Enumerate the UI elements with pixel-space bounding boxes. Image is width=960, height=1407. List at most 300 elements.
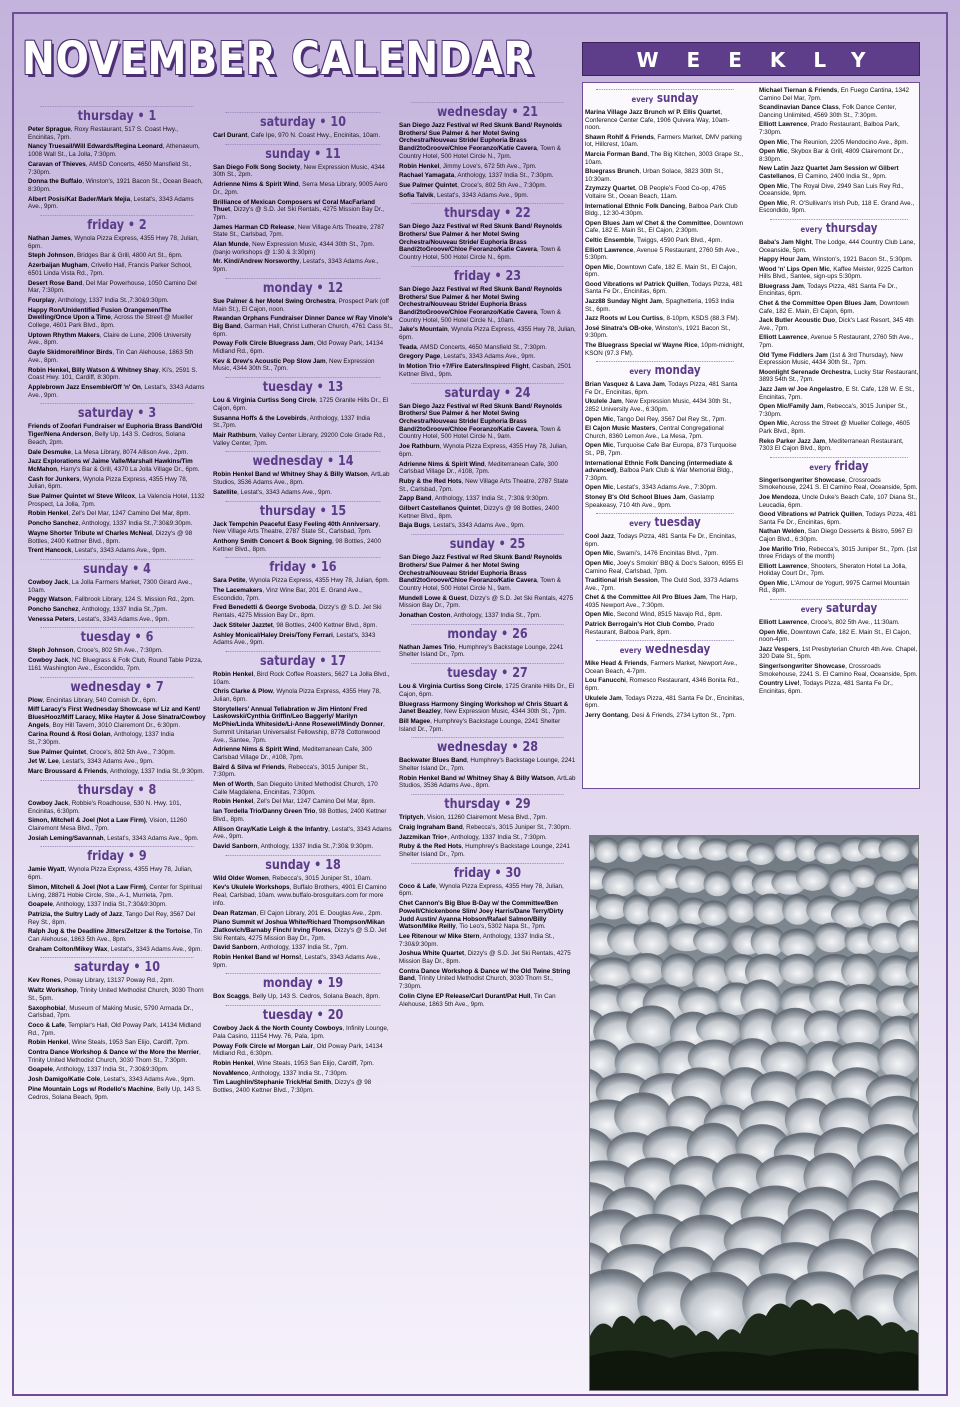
event-listing [28,332,206,347]
weekly-listing [759,148,919,163]
event-listing [28,510,206,518]
event-details: , Trinity United Methodist Church, 3030 Thorn St., 7:30pm. [399,975,553,991]
event-listing [28,458,206,473]
event-listing [28,1076,206,1084]
event-listing [213,432,393,447]
event-listing [399,192,576,200]
event-details: , New Village Arts Theatre, 2787 State St., Carlsbad, 7pm. [399,477,569,493]
weekly-section [759,457,919,595]
event-name: Happy Hour Jam [759,256,810,264]
event-name: Chet & the Committee All Pro Blues Jam [585,594,706,602]
event-details: , Harry's Bar & Grill, 4370 La Jolla Village Dr., 6pm. [57,465,200,473]
day-section [28,106,206,211]
event-listing [28,235,206,250]
weekly-heading-day: monday [654,363,701,378]
event-details: , Dizzy's @ 98 Bottles, 2400 Kettner Blvd., 7:30pm. [213,1079,372,1095]
weekly-listing [759,477,919,492]
event-listing [399,461,576,476]
calendar-column-2 [213,108,393,1095]
event-name: Josh Damigo/Katie Cole [28,1076,101,1084]
event-name: Lee Ritenour w/ Mike Stern [399,932,480,940]
event-details: , Croce's, 802 5th Ave., 7:30pm. [73,647,163,655]
event-name: Open Mic [585,550,614,558]
event-name: Stoney B's Old School Blues Jam [585,493,686,501]
weekly-heading-day: sunday [656,91,699,105]
event-details: , Lestat's, 3343 Adams Ave., 9pm. [58,758,154,766]
event-details: , Lestat's, 3343 Adams Ave., 9pm. [107,945,203,953]
event-name: Alan Munde [213,241,249,249]
event-details: , Town & Country Hotel, 500 Hotel Circle N., 9am. [399,425,561,441]
event-name: Jack Butler Acoustic Duo [759,317,836,325]
event-name: Jack Stiteler Jazztet [213,621,273,629]
event-details: , Shooters, Sheraton Hotel La Jolla, Holiday Court Dr., 7pm. [759,562,907,578]
weekly-listing [585,315,745,323]
weekly-listing [585,134,745,149]
event-name: Ukulele Jam [585,398,622,406]
weekly-heading [596,640,734,658]
day-heading: thursday • 22 [411,203,563,221]
weekly-listing [585,342,745,357]
event-name: Poway Folk Circle Bluegrass Jam [213,340,314,348]
event-name: In Motion Trio +7/Fire Eaters/Inspired Flight [399,363,529,371]
event-listing [213,224,393,239]
event-details: , Wynola Pizza Express, 4355 Hwy 78, Julian, 6pm. [28,866,193,882]
event-listing [213,632,393,647]
weekly-heading-prefix: every [631,95,654,104]
event-name: Robin Henkel [399,162,440,170]
weekly-listing [585,247,745,262]
event-details: , Tin Can Alehouse, 1863 5th Ave., 9pm. [399,992,556,1008]
event-details: (1st & 3rd Thursday), New Expression Music, 4434 30th St., 7pm. [759,351,903,367]
event-details: , Buffalo Brothers, 4901 El Camino Real, Carlsbad, 10am. www.buffalo-brosguitars.com for more info. [213,884,387,907]
event-details: , Desi & Friends, 2734 Lytton St., 7pm. [628,711,736,719]
day-section [28,559,206,624]
event-name: Open Mic [585,442,614,450]
event-name: Trent Hancock [28,547,72,555]
event-listing [399,757,576,772]
event-listing [28,817,206,832]
event-name: Brilliance of Mexican Composers w/ Coral MacFarland Thuet [213,198,376,214]
event-details: , Bridges Bar & Grill, 4800 Art St., 6pm. [73,252,183,260]
event-details: , Winston's, 1921 Bacon St., 5:30pm. [809,256,913,264]
event-details: , El Cajon Library, 201 E. Douglas Ave., 2pm. [256,909,383,917]
event-details: , The Harp, 4935 Newport Ave., 7:30pm. [585,594,738,609]
event-name: Cowboy Jack [28,657,69,665]
event-listing [28,946,206,954]
event-name: Lou & Virginia Curtiss Song Circle [213,397,316,405]
event-details: , Lestat's, 3343 Adams Ave., 9pm. [213,825,392,841]
event-listing [28,1066,206,1074]
event-details: , Anthology, 1337 India St., 7:30pm. [447,833,547,841]
event-name: Bluegrass Brunch [585,168,640,176]
event-listing [28,579,206,594]
weekly-listing [759,104,919,119]
event-details: , Old Poway Park, 14134 Midland Rd., 6:30pm. [213,1042,383,1058]
event-listing [399,505,576,520]
weekly-listing [759,511,919,526]
event-listing [213,944,393,952]
event-name: Carl Durant [213,132,248,139]
event-details: , Farmers Market, Newport Ave., Ocean Beach, 4-7pm. [585,660,738,675]
event-details: , R. O'Sullivan's Irish Pub, 118 E. Grand Ave., Escondido, 9pm. [759,199,915,215]
weekly-listing [759,438,919,453]
day-section [28,215,206,399]
event-details: , Lestat's, 3343 Adams Ave., 9pm. [213,954,381,969]
day-section [399,534,576,620]
event-name: Josiah Leming/Savannah [28,834,104,842]
event-listing [213,397,393,412]
event-listing [399,993,576,1008]
event-listing [399,172,576,180]
event-listing [213,706,393,745]
event-listing [28,1005,206,1020]
event-name: Elliott Lawrence [585,246,634,254]
event-details: , Todays Pizza, 481 Santa Fe Dr., Encinitas, 6pm. [585,533,737,548]
weekly-listing [759,183,919,198]
event-details: , Humphrey's Backstage Lounge, 2241 Shelter Island Dr., 7pm. [399,643,564,659]
event-name: Jack Tempchin Peaceful Easy Feeling 40th Anniversary [213,520,379,528]
event-name: Lou Fanucchi [585,677,626,685]
calendar-column-3 [399,98,576,1008]
weekly-listing [759,563,919,578]
event-listing [28,1086,206,1101]
event-name: Lou & Virginia Curtiss Song Circle [399,683,502,691]
event-listing [213,315,393,338]
event-details: , Del Mar Powerhouse, 1050 Camino Del Mar, 7:30pm. [28,279,197,295]
event-listing [28,768,206,776]
weekly-listing [585,695,745,710]
event-details: , Wynola Pizza Express, 4355 Hwy 78, Julian, 6pm. [245,577,390,585]
weekly-listing [585,185,745,200]
event-details: , Crivello Hall, Francis Parker School, 6501 Linda Vista Rd., 7pm. [28,262,192,277]
event-name: Robin Henkel, Billy Watson & Whitney Shay [28,366,159,374]
day-section [213,451,393,496]
event-name: Dean Ratzman [213,909,257,917]
event-listing [399,443,576,458]
event-listing [28,178,206,193]
event-listing [399,612,576,620]
event-listing [28,1049,206,1064]
cloud-puff [634,922,671,956]
event-details: , Anthology, 1337 India St.,7:30pm. [28,731,175,747]
event-name: Nancy Truesail/Will Edwards/Regina Leonard [28,143,163,151]
weekly-listing [759,256,919,264]
event-name: Donna the Buffalo [28,178,83,186]
event-listing [399,353,576,361]
weekly-listing [585,677,745,692]
event-name: Men of Worth [213,781,254,789]
event-name: Adrienne Nims & Spirit Wind [399,460,485,468]
day-section [399,863,576,1009]
event-name: Moonlight Serenade Orchestra [759,368,851,376]
event-details: , New Expression Music, 4344 30th St., 7pm. [440,708,567,716]
event-details: , Anthology, 1337 India St., 7pm. [450,612,541,620]
event-listing [399,595,576,610]
event-listing [28,161,206,176]
event-details: , Fallbrook Library, 124 S. Mission Rd., 2pm. [71,596,195,604]
day-section [28,957,206,1101]
day-heading: saturday • 3 [40,403,193,421]
event-details: , Lestat's, 3343 Adams Ave., 9pm. [28,195,194,211]
event-listing [213,358,393,373]
weekly-listing [759,239,919,254]
event-listing [28,731,206,746]
event-name: Jazz Jam w/ Joe Angelastro [759,386,843,393]
event-details: , Zel's Del Mar, 1247 Camino Del Mar, 8pm. [68,510,191,518]
event-name: International Ethnic Folk Dancing (intermediate & advanced) [585,459,733,475]
event-name: Sue Palmer Quintet [28,748,87,756]
event-listing [213,826,393,841]
event-details: , Dizzy's @ S.D. Jet Ski Rentals, 4275 Mission Bay Dr., 8pm. [399,950,571,966]
event-name: Open Mic [585,415,614,423]
event-listing [28,196,206,211]
event-name: Jazz Roots w/ Lou Curtiss [585,315,664,323]
day-section [399,203,576,262]
event-details: , Second Wind, 8515 Navajo Rd., 8pm. [613,611,723,619]
event-listing [28,606,206,614]
event-listing [399,883,576,898]
event-details: , Boy Hill Tavern, 3010 Clairemont Dr., 6:30pm. [49,721,181,729]
event-details: , Lestat's, 3343 Adams Ave., 9pm. [28,383,205,399]
event-name: Pine Mountain Logs w/ Rodello's Machine [28,1085,153,1093]
event-listing [213,1043,393,1058]
weekly-listing [759,546,919,561]
event-details: , Lestat's, 3343 Adams Ave., 9pm. [74,615,170,623]
weekly-section [585,640,745,719]
page-title: NOVEMBER CALENDAR [22,32,535,85]
event-name: David Sanborn [213,944,258,952]
event-name: Steph Johnson [28,647,74,655]
event-details: , Anthology, 1337 India St.,7pm. [78,606,168,614]
event-listing [399,495,576,503]
event-details: , E St. Cafe, 128 W. E St., Encinitas, 7pm. [759,386,915,401]
event-name: Zzymzzy Quartet [585,185,636,193]
weekly-listing [585,168,745,183]
event-listing [28,901,206,909]
day-section [213,855,393,970]
event-details: , Infinity Lounge, Pala Casino, 11154 Hwy. 76, Pala, 1pm. [213,1025,389,1040]
event-name: Shawn Rohlf & Friends [585,133,654,141]
event-details: , Summit Unitarian Universalist Fellowship, 8778 Cottonwood Ave., Santee, 7pm. [213,721,385,744]
event-name: The Bluegrass Special w/ Wayne Rice [585,342,698,350]
event-listing [213,538,393,553]
event-name: Sue Palmer Quintet w/ Steve Wilcox [28,493,136,501]
weekly-listing [759,494,919,509]
event-name: Steph Johnson [28,252,74,260]
event-name: Kev's Ukulele Workshops [213,884,290,892]
event-name: Robin Henkel [28,1039,69,1047]
event-name: Coco & Lafe [399,882,436,890]
event-details: , Avenue 5 Restaurant, 2760 5th Ave., 5:30pm. [585,246,740,262]
weekly-listing [759,200,919,215]
event-details: , Anthology, 1337 India St., 7:30& 9:30pm. [431,495,550,503]
weekly-banner: WEEKLY [582,42,920,76]
event-name: Caravan of Thieves [28,160,86,168]
event-name: Cowboy Jack [28,799,69,807]
weekly-listing [759,87,919,102]
event-name: Open Mic [585,484,614,492]
event-details: , Prado Restaurant, Balboa Park, 7:30pm. [759,121,900,136]
event-name: Robin Henkel [213,798,254,806]
weekly-listing [585,577,745,592]
weekly-listing [585,151,745,166]
event-name: International Ethnic Folk Dancing [585,202,686,210]
calendar-column-1 [28,102,206,1101]
event-name: Applebrown Jazz Ensemble/Off 'n' On [28,383,141,391]
event-details: , NC Bluegrass & Folk Club, Round Table Pizza, 1161 Washington Ave., Escondido, 7pm. [28,657,203,672]
event-details: , Todays Pizza, 481 Santa Fe Dr., Encinitas, 6pm. [585,694,745,710]
cloud-puff [675,865,709,892]
weekly-listing [585,550,745,558]
event-listing [28,252,206,260]
event-listing [399,843,576,858]
event-details: , Anthology, 1337 India St.,7:30& 9:30pm. [257,843,374,850]
event-name: Rwandan Orphans Fundraiser Dinner Dance w/ Ray Vinole's Big Band [213,315,393,330]
event-name: Elliott Lawrence [759,334,808,342]
event-name: Cool Jazz [585,533,615,541]
day-section [213,112,393,140]
event-details: , Winston's, 1921 Bacon St., 9:30pm. [585,324,731,340]
event-name: Elliott Lawrence [759,619,808,627]
day-section [213,1005,393,1095]
event-listing [28,384,206,399]
event-listing [28,697,206,705]
event-listing [28,367,206,382]
event-name: Brian Vasquez & Lava Jam [585,381,665,389]
cloud-puff [879,837,910,862]
event-name: Jazz88 Sunday Night Jam [585,298,662,306]
event-listing [28,297,206,305]
event-name: Good Vibrations w/ Patrick Quillen [585,280,689,288]
event-details: , Twiggs, 4590 Park Blvd., 4pm. [633,236,723,244]
event-name: Miff Laracy's First Wednesday Showcase w/ Liz and Kent/ BluesHooz/Miff Laracy, Mike Hayter & Jose Sinatra/Cowboy Angels [28,706,206,729]
event-name: San Diego Jazz Festival w/ Red Skunk Band/ Reynolds Brothers/ Sue Palmer & her Motel Swing Orchestra/Nouveau Stride/ Euphoria Brass Band/2toGroove/Chloe Feoranzo/Katie Cavera [399,223,563,254]
event-listing [28,928,206,943]
weekly-listing [759,369,919,384]
event-details: , Todays Pizza, 481 Santa Fe Dr., Encinitas, 6pm. [585,280,743,296]
event-listing [399,644,576,659]
weekly-listing [759,317,919,332]
event-name: Goapele [28,1066,53,1074]
weekly-listing [585,237,745,245]
event-details: , Garman Hall, Christ Lutheran Church, 4761 Cass St., 6pm. [213,322,393,338]
weekly-heading-prefix: every [800,224,823,234]
event-details: , Mediterranean Cafe, 300 Carlsbad Village Dr., #108, 7pm. [399,460,558,476]
event-name: Open Mic/Family Jam [759,403,824,411]
event-listing [399,683,576,698]
event-name: Mr. Kind/Andrew Norsworthy [213,258,300,266]
event-listing [213,471,393,486]
event-listing [213,132,393,140]
weekly-listing [759,403,919,418]
event-details: , Vision, 11260 Clairemont Mesa Blvd., 7pm. [423,814,548,822]
event-name: Elliott Lawrence [759,562,808,570]
event-details: , Todays Pizza, 481 Santa Fe Dr., Encinitas, 6pm. [759,282,898,298]
event-name: Simon, Mitchell & Joel (Not a Law Firm) [28,817,146,825]
weekly-listing [759,646,919,661]
weekly-heading-day: thursday [825,220,878,235]
event-name: David Sanborn [213,843,258,850]
event-listing [213,1079,393,1094]
event-listing [28,596,206,604]
event-name: The Lacemakers [213,587,263,595]
event-details: , 98 Bottles, 2400 Kettner Blvd., 8pm. [213,808,387,823]
event-name: Craig Ingraham Band [399,823,463,831]
event-name: Bill Magee [399,717,431,725]
event-name: Robin Henkel Band w/ Whitney Shay & Billy Watson [399,774,554,782]
event-listing [213,258,393,273]
event-name: San Diego Folk Song Society [213,163,301,171]
event-name: Country Live! [759,680,800,688]
event-details: , Belly Up, 143 S. Cedros, Solana Beach, 2pm. [28,431,186,446]
weekly-section [759,87,919,215]
event-details: , Dizzy's @ 98 Bottles, 2400 Kettner Blvd., 8pm. [399,505,559,520]
event-name: Singer/songwriter Showcase [759,476,846,484]
event-name: Gilbert Castellanos Quintet [399,505,481,513]
event-listing [399,363,576,378]
event-details: , New Village Arts Theatre, 2787 State St., Carlsbad, 7pm. [213,223,385,239]
weekly-listing [759,629,919,644]
day-heading: sunday • 11 [226,144,381,162]
day-heading: thursday • 8 [40,780,193,798]
event-name: Scandinavian Dance Class [759,104,839,112]
event-name: Azerbaijan Mugham [28,262,88,270]
event-details: , Trinity United Methodist Church, 3030 Thorn St., 5pm. [28,987,204,1002]
event-name: Storytellers' Annual Tellabration w Jim Hinton/ Fred Laskowski/Cynthia Griffin/Leo Baggerly/ Marilyn McPhie/Linda Whiteside/Li-Anne Rosewell/Mindy Donner [213,705,384,729]
event-listing [213,1060,393,1068]
event-details: , Kaffee Meister, 9225 Carlton Hills Blvd., Santee, sign-ups 5:30pm. [759,265,913,281]
event-name: Joe Rathburn [399,443,440,451]
event-listing [399,223,576,262]
event-name: Nathan James [28,235,71,243]
event-name: New Latin Jazz Quartet Jam Session w/ Gilbert Castellanos [759,165,899,180]
event-listing [28,884,206,899]
weekly-heading [596,89,734,107]
day-heading: wednesday • 28 [411,737,563,755]
event-name: Simon, Mitchell & Joel (Not a Law Firm) [28,883,146,891]
weekly-heading-prefix: every [800,605,823,615]
weekly-heading [770,457,908,475]
weekly-listing [585,416,745,424]
event-name: Mike Head & Friends [585,660,647,668]
event-details: , Humphrey's Backstage Lounge, 2241 Shelter Island Dr., 7pm. [399,843,570,858]
weekly-listing [759,352,919,367]
day-section [213,651,393,851]
event-details: , Tin Can Alehouse, 1863 5th Ave., 8pm. [28,349,194,364]
event-name: Backwater Blues Band [399,757,467,765]
day-heading: wednesday • 14 [226,451,381,469]
cloud-puff [680,1272,753,1335]
weekly-listing [585,712,745,720]
event-name: Open Mic [759,182,788,190]
event-name: Jazzmikan Trio+ [399,833,448,841]
weekly-listing [585,425,745,440]
event-name: Ruby & the Red Hots [399,477,462,485]
event-details: , Wynola Pizza Express, 4355 Hwy 78, Julian, 6pm. [399,882,564,898]
event-name: Ralph Jug & the Deadline Jitters/Zeltzer & the Tortoise [28,928,191,936]
event-listing [213,622,393,630]
event-listing [28,547,206,555]
event-details: , Center for Spiritual Living, 28871 Hobie Circle, Ste., A-1, Murrieta, 7pm. [28,883,202,899]
weekly-heading [770,599,908,617]
event-listing [28,911,206,926]
event-details: , New Expression Music, 4344 30th St., 2pm. [213,163,385,179]
event-details: , Valley Center Library, 29200 Cole Grade Rd., Valley Center, 7pm. [213,431,386,447]
event-name: Jazz Explorations w/ Jaime Valle/Marshall Hawkins/Tim McMahon [28,458,193,473]
event-listing [213,993,393,1001]
event-listing [213,340,393,355]
event-details: , Templar's Hall, Old Poway Park, 14134 Midland Rd., 7pm. [28,1021,201,1037]
